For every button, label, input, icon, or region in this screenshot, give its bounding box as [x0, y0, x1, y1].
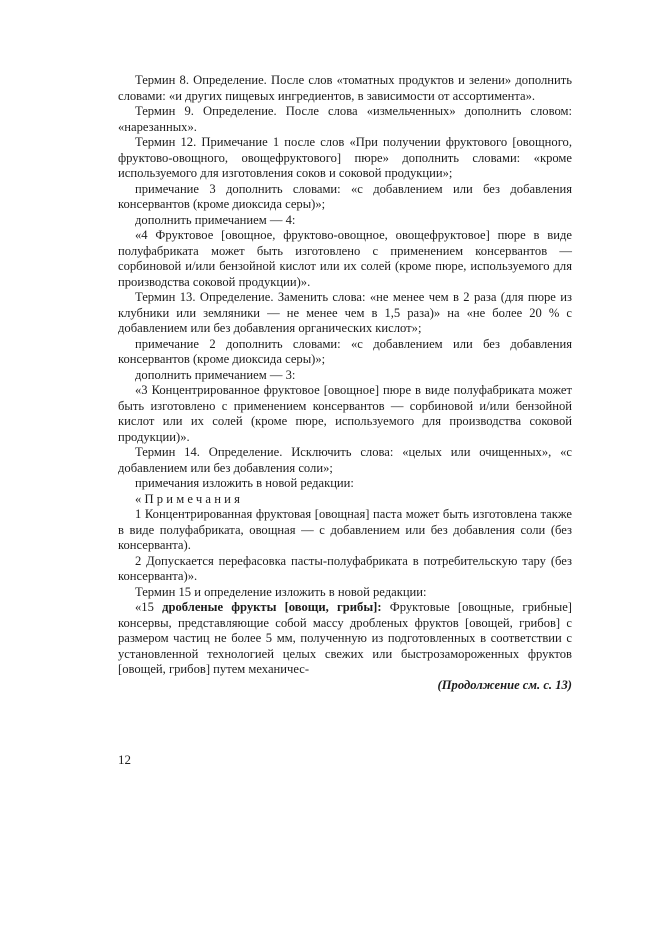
paragraph-add-note-4: дополнить примечанием — 4: [135, 212, 296, 227]
paragraph-term-14: Термин 14. Определение. Исключить слова: «целых или очищенных», «с добавлением или без добавления соли»; [118, 445, 572, 475]
note-item-2: 2 Допускается перефасовка пасты-полуфабриката в потребительскую тару (без консерванта)». [118, 553, 572, 583]
note-item-1: 1 Концентрированная фруктовая [овощная] паста может быть изготовлена также в виде полуфабриката, овощная — с добавлением или без добавления соли (без консерванта). [118, 507, 572, 552]
paragraph-term-15-intro: Термин 15 и определение изложить в новой редакции: [135, 584, 427, 599]
paragraph-term-12: Термин 12. Примечание 1 после слов «При получении фруктового [овощного, фруктово-овощного, овощефруктового] пюре» дополнить словами: «кроме используемого для изготовления соков и соковой продукции»; [118, 135, 572, 180]
document-body [118, 73, 572, 693]
paragraph-term-8: Термин 8. Определение. После слов «томатных продуктов и зелени» дополнить словами: «и других пищевых ингредиентов, в зависимости от ассортимента». [118, 73, 572, 103]
paragraph-term-13: Термин 13. Определение. Заменить слова: «не менее чем в 2 раза (для пюре из клубники или земляники — не менее чем в 1,5 раза)» на «не более 20 % с добавлением или без добавления органических кислот»; [118, 290, 572, 335]
term-15-number: «15 [135, 600, 163, 614]
notes-heading: «Примечания [135, 491, 244, 506]
paragraph-term-15-definition [118, 600, 572, 678]
term-15-title: дробленые фрукты [овощи, грибы]: [162, 600, 382, 614]
paragraph-note-3-text: «3 Концентрированное фруктовое [овощное] пюре в виде полуфабриката может быть изготовлено с применением консервантов — сорбиновой и/или бензойной кислот или их солей (кроме пюре, используемого для производства соковой продукции)». [118, 383, 572, 444]
term-15-text: Фруктовые [овощные, грибные] консервы, представляющие собой массу дробленых фруктов [овощей, грибов] с размером частиц не более 5 мм, полученную из подготовленных в соответствии с установленной технологией целых свежих или быстрозамороженных фруктов [овощей, грибов] путем механичес- [118, 600, 572, 676]
paragraph-note-3: примечание 3 дополнить словами: «с добавлением или без добавления консервантов (кроме диоксида серы)»; [118, 181, 572, 211]
paragraph-notes-intro: примечания изложить в новой редакции: [135, 476, 354, 490]
paragraph-term-9: Термин 9. Определение. После слова «измельченных» дополнить словом: «нарезанных». [118, 104, 572, 134]
paragraph-note-4-text: «4 Фруктовое [овощное, фруктово-овощное, овощефруктовое] пюре в виде полуфабриката может быть изготовлено с применением консервантов — сорбиновой и/или бензойной кислот или их солей (кроме пюре, используемого для производства соковой продукции)». [118, 228, 572, 289]
continuation-note: (Продолжение см. с. 13) [437, 677, 572, 692]
paragraph-note-2: примечание 2 дополнить словами: «с добавлением или без добавления консервантов (кроме диоксида серы)»; [118, 336, 572, 366]
paragraph-add-note-3: дополнить примечанием — 3: [135, 367, 296, 382]
page-number: 12 [118, 752, 131, 767]
